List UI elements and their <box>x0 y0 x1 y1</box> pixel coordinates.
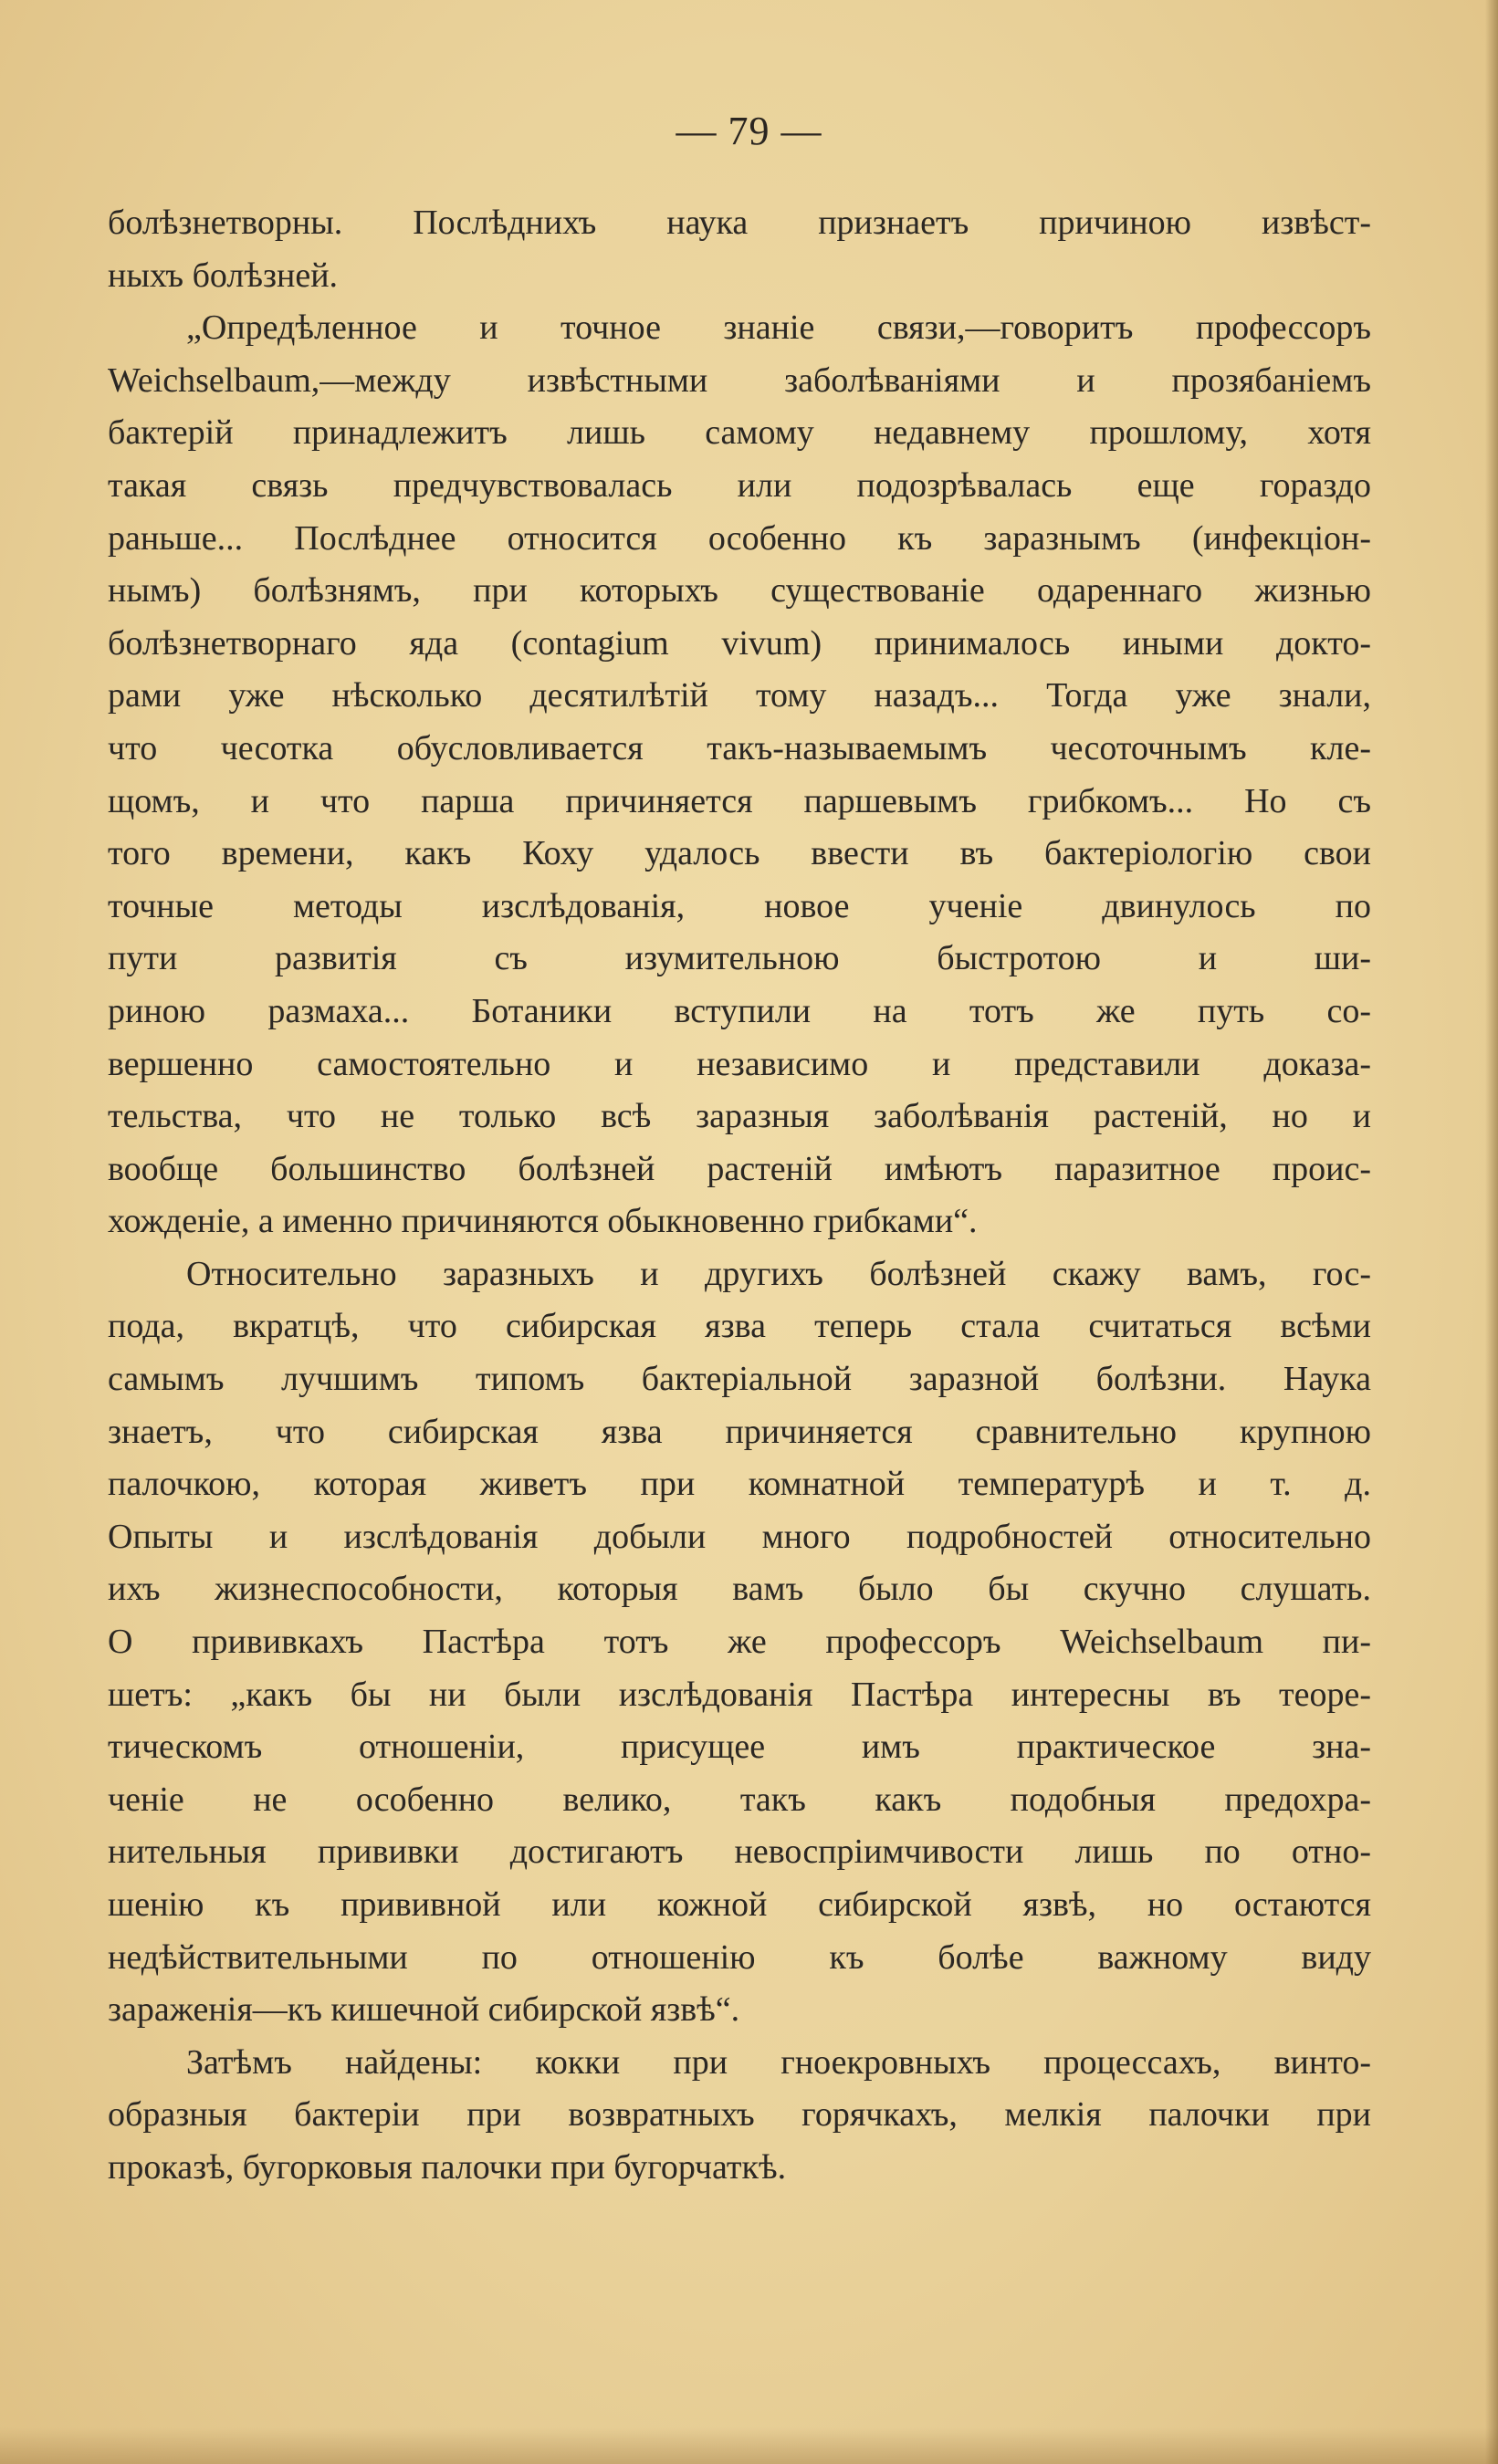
text-line: шенію къ прививной или кожной сибирской язвѣ, но остаются <box>108 1885 1371 1924</box>
text-line: Опыты и изслѣдованія добыли много подробностей относительно <box>108 1517 1371 1556</box>
text-line: тическомъ отношеніи, присущее имъ практическое зна- <box>108 1728 1371 1767</box>
paragraph-2 <box>108 302 1371 1248</box>
text-line: нительныя прививки достигаютъ невоспріимчивости лишь по отно- <box>108 1832 1371 1872</box>
text-line: тельства, что не только всѣ заразныя заболѣванія растеній, но и <box>108 1097 1371 1136</box>
text-line: „Опредѣленное и точное знаніе связи,—говоритъ профессоръ <box>186 308 1371 348</box>
text-line: Затѣмъ найдены: кокки при гноекровныхъ процессахъ, винто- <box>186 2042 1371 2082</box>
text-line: болѣзнетворны. Послѣднихъ наука признаетъ причиною извѣст- <box>108 204 1371 242</box>
paragraph-4 <box>108 2037 1371 2195</box>
text-line: проказѣ, бугорковыя палочки при бугорчаткѣ. <box>108 2147 787 2187</box>
text-line: щомъ, и что парша причиняется паршевымъ грибкомъ... Но съ <box>108 781 1371 820</box>
text-line: ихъ жизнеспособности, которыя вамъ было бы скучно слушать. <box>108 1570 1371 1609</box>
text-line: риною размаха... Ботаники вступили на тотъ же путь со- <box>108 991 1371 1030</box>
text-line: Weichselbaum,—между извѣстными заболѣваніями и прозябаніемъ <box>108 360 1371 400</box>
text-line: точные методы изслѣдованія, новое ученіе двинулось по <box>108 886 1371 925</box>
page-bottom-shadow <box>0 2427 1498 2464</box>
paragraph-1 <box>108 197 1371 302</box>
text-line: того времени, какъ Коху удалось ввести въ бактеріологію свои <box>108 834 1371 873</box>
text-line: вершенно самостоятельно и независимо и представили доказа- <box>108 1044 1371 1083</box>
text-line: вообще большинство болѣзней растеній имѣютъ паразитное проис- <box>108 1149 1371 1188</box>
text-line: пода, вкратцѣ, что сибирская язва теперь стала считаться всѣми <box>108 1307 1371 1346</box>
text-line: ченіе не особенно велико, такъ какъ подобныя предохра- <box>108 1780 1371 1819</box>
text-line: бактерій принадлежитъ лишь самому недавнему прошлому, хотя <box>108 413 1371 453</box>
page-number: — 79 — <box>676 109 822 153</box>
text-line: рами уже нѣсколько десятилѣтій тому назадъ... Тогда уже знали, <box>108 676 1371 715</box>
text-line: О прививкахъ Пастѣра тотъ же профессоръ Weichselbaum пи- <box>108 1623 1371 1662</box>
page-body <box>108 197 1371 2195</box>
text-line: шетъ: „какъ бы ни были изслѣдованія Пастѣра интересны въ теоре- <box>108 1675 1371 1714</box>
text-line: пути развитія съ изумительною быстротою и ши- <box>108 939 1371 978</box>
text-line: что чесотка обусловливается такъ-называемымъ чесоточнымъ кле- <box>108 728 1371 767</box>
text-line: зараженія—къ кишечной сибирской язвѣ“. <box>108 1990 740 2030</box>
paragraph-3 <box>108 1248 1371 2037</box>
text-line: Относительно заразныхъ и другихъ болѣзней скажу вамъ, гос- <box>186 1254 1371 1293</box>
page-edge-shadow <box>1485 0 1498 2464</box>
text-line: болѣзнетворнаго яда (contagium vivum) принималось иными докто- <box>108 623 1371 663</box>
text-line: палочкою, которая живетъ при комнатной температурѣ и т. д. <box>108 1465 1371 1504</box>
text-line: хожденіе, а именно причиняются обыкновенно грибками“. <box>108 1202 978 1241</box>
text-line: недѣйствительными по отношенію къ болѣе важному виду <box>108 1937 1371 1977</box>
text-line: ныхъ болѣзней. <box>108 256 339 295</box>
text-line: раньше... Послѣднее относится особенно къ заразнымъ (инфекціон- <box>108 518 1371 558</box>
text-line: образныя бактеріи при возвратныхъ горячкахъ, мелкія палочки при <box>108 2095 1371 2135</box>
text-line: самымъ лучшимъ типомъ бактеріальной заразной болѣзни. Наука <box>108 1360 1371 1399</box>
text-line: такая связь предчувствовалась или подозрѣвалась еще гораздо <box>108 465 1371 505</box>
text-line: знаетъ, что сибирская язва причиняется сравнительно крупною <box>108 1412 1371 1451</box>
text-line: нымъ) болѣзнямъ, при которыхъ существованіе одареннаго жизнью <box>108 571 1371 611</box>
